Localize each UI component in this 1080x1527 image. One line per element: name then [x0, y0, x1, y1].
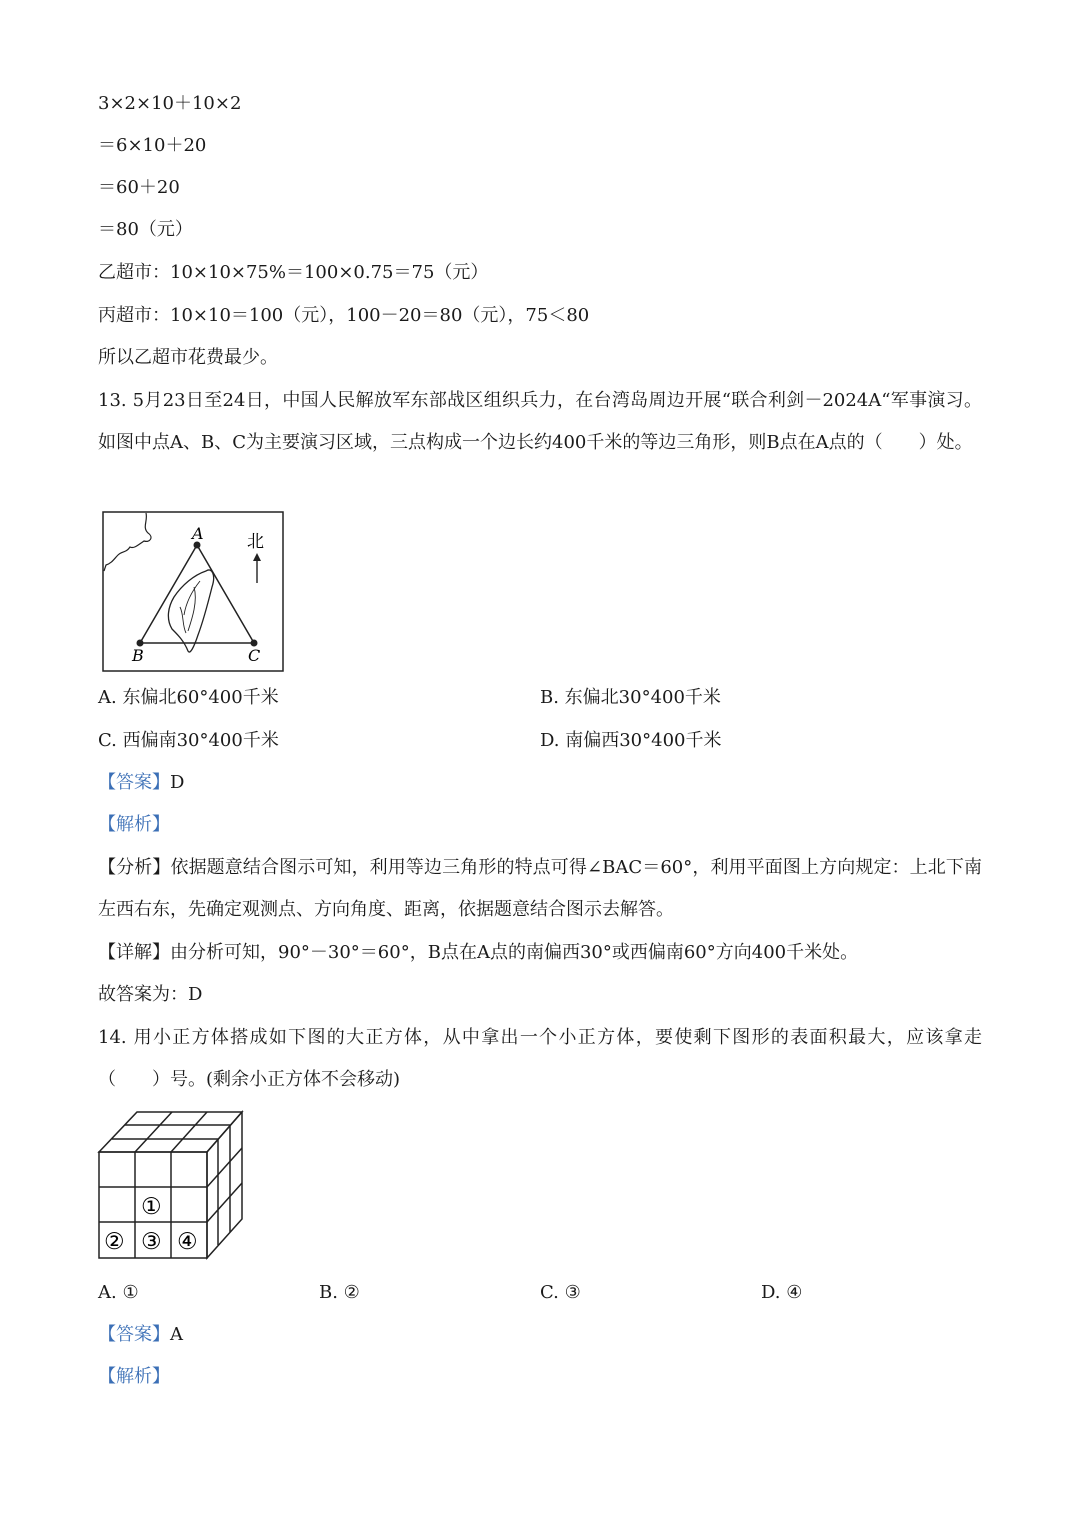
q13-map-figure: [102, 511, 284, 673]
answer-tag: 【答案】: [98, 772, 170, 793]
q14-answer: [98, 1323, 183, 1347]
q14-jiexi: [98, 1365, 170, 1389]
marker-2: ②: [104, 1229, 125, 1255]
q14-option-c: C. ③: [540, 1282, 581, 1303]
label-a: A: [192, 524, 204, 543]
detail-tag: 【详解】: [98, 942, 170, 963]
solution-line-3: ＝60＋20: [98, 177, 180, 198]
north-arrow-icon: [253, 553, 261, 561]
marker-4: ④: [177, 1229, 198, 1255]
q13-option-b: B. 东偏北30°400千米: [540, 687, 721, 708]
q13-conclusion: 故答案为：D: [98, 984, 203, 1005]
solution-line-5: 乙超市：10×10×75%＝100×0.75＝75（元）: [98, 262, 489, 283]
solution-line-6: 丙超市：10×10＝100（元），100－20＝80（元），75＜80: [98, 305, 590, 326]
answer-value: A: [170, 1324, 183, 1345]
q14-option-b: B. ②: [319, 1282, 360, 1303]
q13-stem: 13. 5月23日至24日，中国人民解放军东部战区组织兵力，在台湾岛周边开展“联合利剑－2024A“军事演习。如图中点A、B、C为主要演习区域，三点构成一个边长约400千米的等边三角形，则B点在A点的（ ）处。: [98, 390, 982, 453]
coastline-shape: [104, 513, 151, 571]
solution-line-1: 3×2×10＋10×2: [98, 93, 242, 114]
q14-cube-figure: [96, 1108, 248, 1262]
q13-option-c: C. 西偏南30°400千米: [98, 730, 279, 751]
q13-jiexi: [98, 813, 170, 837]
q13-option-d: D. 南偏西30°400千米: [540, 730, 722, 751]
label-b: B: [132, 646, 144, 665]
solution-line-2: ＝6×10＋20: [98, 135, 207, 156]
q14-stem: 14. 用小正方体搭成如下图的大正方体，从中拿出一个小正方体，要使剩下图形的表面积最大，应该拿走（ ）号。(剩余小正方体不会移动): [98, 1027, 982, 1090]
triangle-abc: [140, 545, 254, 643]
q13-detail: [98, 941, 858, 965]
jiexi-tag: 【解析】: [98, 1366, 170, 1387]
label-c: C: [248, 646, 261, 665]
q13-option-a: A. 东偏北60°400千米: [98, 687, 279, 708]
analysis-tag: 【分析】: [98, 857, 171, 878]
answer-value: D: [170, 772, 185, 793]
q14-option-d: D. ④: [761, 1282, 803, 1303]
q14-option-a: A. ①: [98, 1282, 139, 1303]
q13-answer: [98, 771, 184, 795]
marker-1: ①: [141, 1194, 162, 1220]
solution-conclusion: 所以乙超市花费最少。: [98, 347, 278, 368]
solution-line-4: ＝80（元）: [98, 219, 193, 240]
analysis-text: 依据题意结合图示可知，利用等边三角形的特点可得∠BAC＝60°，利用平面图上方向规定：上北下南左西右东，先确定观测点、方向角度、距离，依据题意结合图示去解答。: [98, 857, 983, 920]
q13-analysis: [98, 847, 982, 931]
jiexi-tag: 【解析】: [98, 814, 170, 835]
detail-text: 由分析可知，90°－30°＝60°，B点在A点的南偏西30°或西偏南60°方向400千米处。: [170, 942, 859, 963]
north-label: 北: [247, 532, 264, 552]
answer-tag: 【答案】: [98, 1324, 170, 1345]
marker-3: ③: [141, 1229, 162, 1255]
